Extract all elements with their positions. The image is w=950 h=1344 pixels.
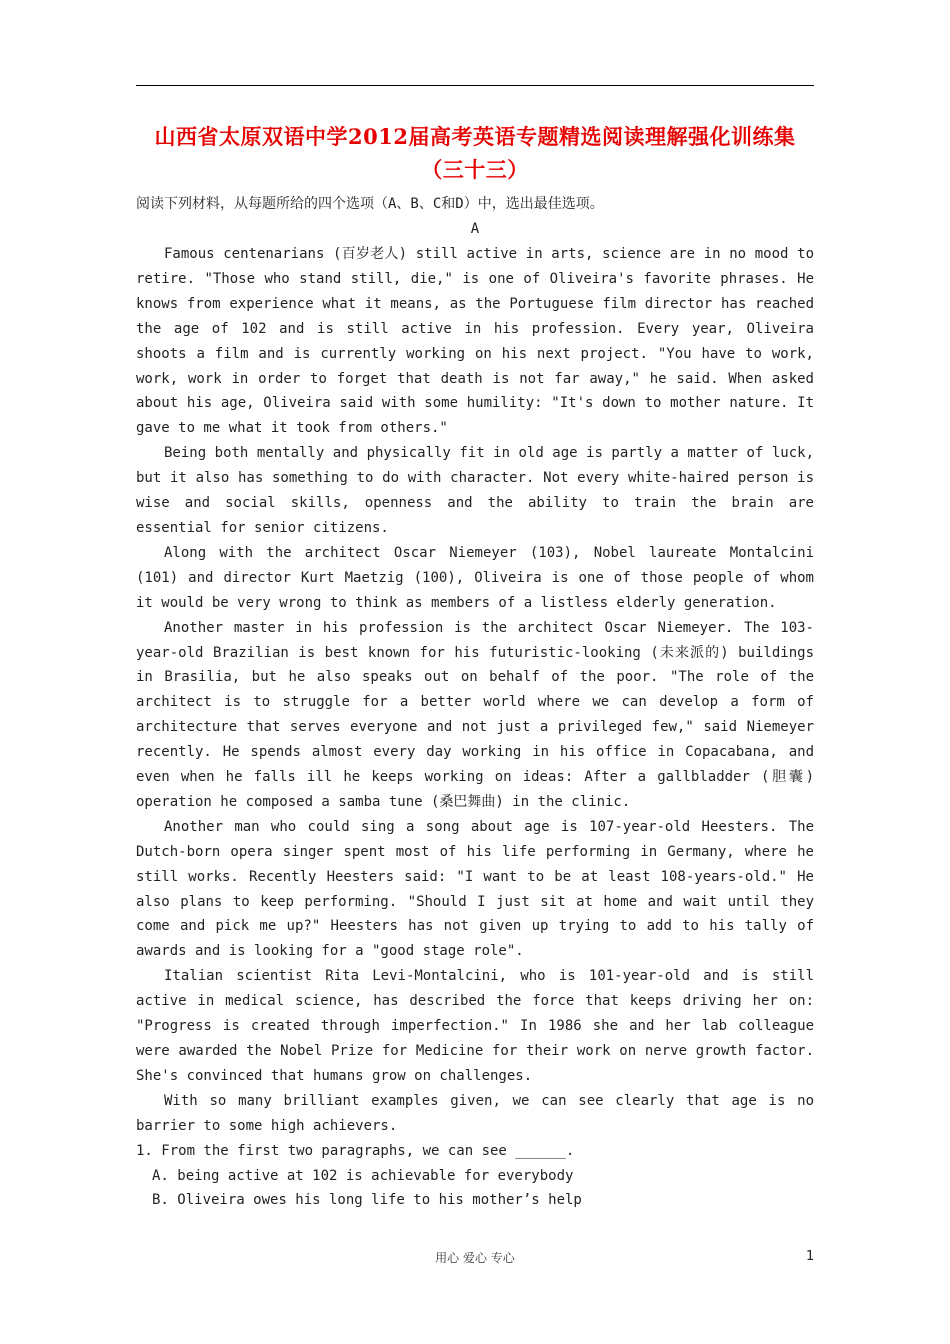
passage-body	[136, 242, 814, 1213]
paragraph: Another master in his profession is the architect Oscar Niemeyer. The 103-year-old Brazilian is best known for his futuristic-looking (未来派的) buildings in Brasilia, but he also speaks out on behalf of the poor. "The role of the architect is to struggle for a better world where we can develop a form of architecture that serves everyone and not just a privileged few," said Niemeyer recently. He spends almost every day working in his office in Copacabana, and even when he falls ill he keeps working on ideas: After a gallbladder (胆囊) operation he composed a samba tune (桑巴舞曲) in the clinic.	[136, 619, 814, 810]
page-footer: 用心 爱心 专心	[435, 1251, 515, 1265]
paragraph: Another man who could sing a song about age is 107-year-old Heesters. The Dutch-born opera singer spent most of his life performing in Germany, where he still works. Recently Heesters said: "I want to be at least 108-years-old." He also plans to keep performing. "Should I just sit at home and wait until they come and pick me up?" Heesters has not given up trying to add to his tally of awards and is looking for a "good stage role".	[136, 818, 814, 960]
paragraph: Along with the architect Oscar Niemeyer (103), Nobel laureate Montalcini (101) and director Kurt Maetzig (100), Oliveira is one of those people of whom it would be very wrong to think as members of a listless elderly generation.	[136, 544, 814, 611]
document-subtitle: （三十三）	[421, 157, 529, 182]
document-title: 山西省太原双语中学2012届高考英语专题精选阅读理解强化训练集	[154, 124, 796, 149]
paragraph: Italian scientist Rita Levi-Montalcini, who is 101-year-old and is still active in medical science, has described the force that keeps driving her on: "Progress is created through imperfection." In 1986 she and her lab colleague were awarded the Nobel Prize for Medicine for their work on nerve growth factor. She's convinced that humans grow on challenges.	[136, 968, 814, 1084]
paragraph: Being both mentally and physically fit in old age is partly a matter of luck, but it also has something to do with character. Not every white-haired person is wise and social skills, openness and the ability to train the brain are essential for senior citizens.	[136, 445, 814, 536]
page-number: 1	[806, 1249, 815, 1264]
option-a: A. being active at 102 is achievable for everybody	[152, 1167, 574, 1184]
paragraph: Famous centenarians (百岁老人) still active in arts, science are in no mood to retire. "Those who stand still, die," is one of Oliveira's favorite phrases. He knows from experience what it means, as the Portuguese film director has reached the age of 102 and is still active in his profession. Every year, Oliveira shoots a film and is currently working on his next project. "You have to work, work, work in order to forget that death is not far away," he said. When asked about his age, Oliveira said with some humility: "It's down to mother nature. It gave to me what it took from others."	[136, 246, 814, 437]
header-rule	[136, 85, 814, 86]
instruction-text: 阅读下列材料，从每题所给的四个选项（A、B、C和D）中，选出最佳选项。	[136, 196, 604, 212]
question-text: 1. From the first two paragraphs, we can see ______.	[136, 1142, 575, 1159]
paragraph: With so many brilliant examples given, we can see clearly that age is no barrier to some high achievers.	[136, 1092, 814, 1134]
section-label: A	[470, 221, 480, 237]
option-b: B. Oliveira owes his long life to his mother’s help	[152, 1192, 582, 1209]
